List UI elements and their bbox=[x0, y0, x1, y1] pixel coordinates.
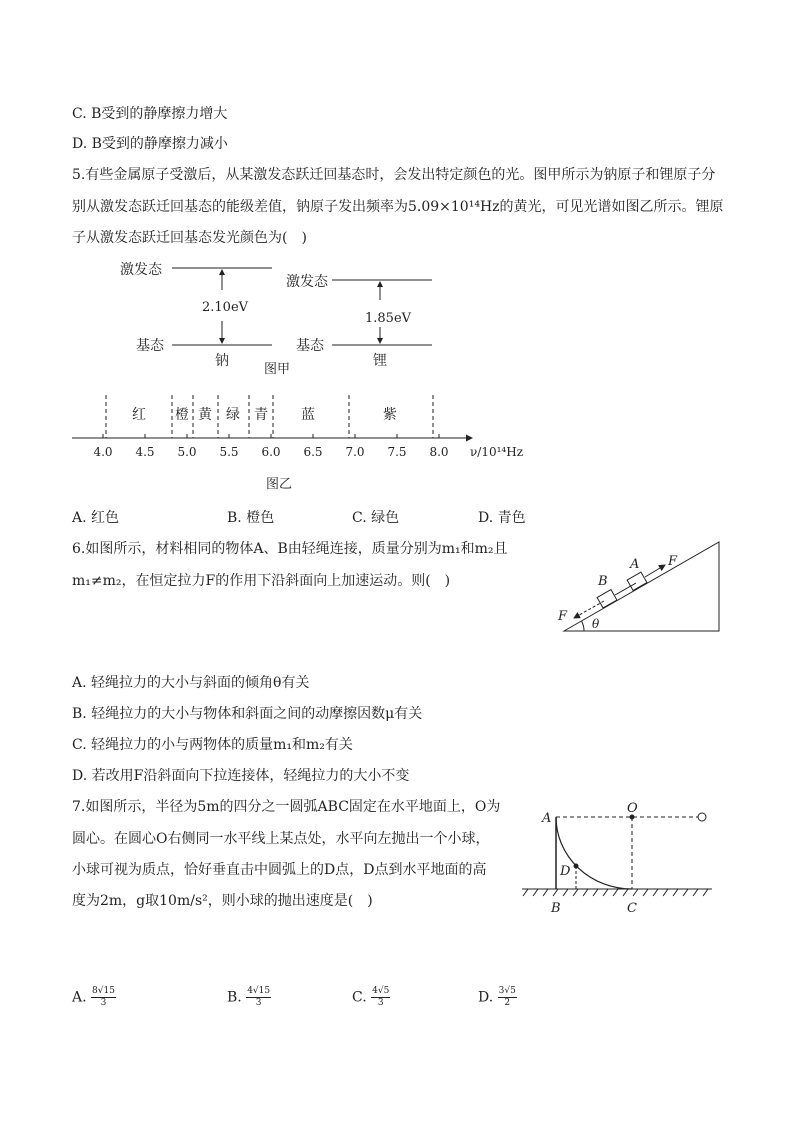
figure-incline bbox=[552, 538, 727, 636]
fraction: $\frac{4√15}{3}$ bbox=[247, 986, 271, 1008]
spectrum-tick: 5.5 bbox=[219, 445, 239, 459]
fraction: $\frac{8√15}{3}$ bbox=[92, 986, 115, 1008]
q6-option-a: A. 轻绳拉力的大小与斜面的倾角θ有关 bbox=[72, 675, 310, 691]
q7-option-b: B. $\frac{4√15}{3}$ bbox=[227, 986, 271, 1008]
q7-option-d: D. $\frac{3√5}{2}$ bbox=[478, 986, 516, 1008]
q7-stem-line2: 圆心。在圆心O右侧同一水平线上某点处，水平向左抛出一个小球， bbox=[72, 831, 490, 847]
q7-label-d: D bbox=[560, 864, 571, 879]
q6-option-c: C. 轻绳拉力的小与两物体的质量m₁和m₂有关 bbox=[72, 737, 353, 753]
spectrum-axis-label: ν/10¹⁴Hz bbox=[470, 445, 524, 459]
li-gap-value: 1.85eV bbox=[365, 311, 412, 326]
fraction: $\frac{3√5}{2}$ bbox=[498, 986, 516, 1008]
q5-stem-line1: 5.有些金属原子受激后，从某激发态跃迁回基态时，会发出特定颜色的光。图甲所示为钠原子和锂原子分 bbox=[72, 167, 716, 183]
spectrum-tick: 6.5 bbox=[303, 445, 323, 459]
na-gap-value: 2.10eV bbox=[202, 300, 249, 315]
fraction: $\frac{4√5}{3}$ bbox=[372, 986, 390, 1008]
q5-stem-line3: 子从激发态跃迁回基态发光颜色为( ) bbox=[72, 230, 307, 246]
q6-label-f-up: F bbox=[668, 554, 678, 569]
spectrum-tick: 6.0 bbox=[261, 445, 281, 459]
spectrum-color-violet: 紫 bbox=[383, 407, 397, 423]
na-name: 钠 bbox=[215, 353, 229, 369]
q7-label-a: A bbox=[542, 811, 552, 826]
na-ground-label: 基态 bbox=[136, 338, 164, 354]
q7-stem-line3: 小球可视为质点，恰好垂直击中圆弧上的D点，D点到水平地面的高 bbox=[72, 862, 487, 878]
spectrum-tick: 8.0 bbox=[429, 445, 449, 459]
q7-stem-line4: 度为2m，g取10m/s²，则小球的抛出速度是( ) bbox=[72, 893, 373, 909]
figure-spectrum bbox=[68, 390, 538, 500]
spectrum-tick: 5.0 bbox=[177, 445, 197, 459]
q6-label-b: B bbox=[598, 574, 608, 589]
na-excited-label: 激发态 bbox=[120, 262, 162, 278]
q7-label-c: C bbox=[627, 901, 637, 916]
q6-label-f-down: F bbox=[558, 609, 568, 624]
q6-option-b: B. 轻绳拉力的大小与物体和斜面之间的动摩擦因数μ有关 bbox=[72, 706, 423, 722]
spectrum-tick: 4.0 bbox=[93, 445, 113, 459]
spectrum-color-orange: 橙 bbox=[175, 407, 189, 423]
spectrum-tick: 7.0 bbox=[345, 445, 365, 459]
q7-option-c: C. $\frac{4√5}{3}$ bbox=[352, 986, 390, 1008]
q7-stem-line1: 7.如图所示，半径为5m的四分之一圆弧ABC固定在水平地面上，O为 bbox=[72, 799, 501, 815]
fig-jia-caption: 图甲 bbox=[264, 362, 291, 377]
q5-option-c: C. 绿色 bbox=[352, 510, 400, 526]
q6-stem-line1: 6.如图所示，材料相同的物体A、B由轻绳连接，质量分别为m₁和m₂且 bbox=[72, 541, 508, 557]
q4-option-c: C. B受到的静摩擦力增大 bbox=[72, 106, 228, 122]
q5-option-d: D. 青色 bbox=[478, 510, 526, 526]
q7-label-o: O bbox=[627, 801, 638, 816]
fig-yi-caption: 图乙 bbox=[266, 477, 293, 492]
spectrum-color-cyan: 青 bbox=[254, 407, 268, 423]
q6-label-theta: θ bbox=[592, 617, 600, 631]
spectrum-tick: 4.5 bbox=[135, 445, 155, 459]
q6-option-d: D. 若改用F沿斜面向下拉连接体，轻绳拉力的大小不变 bbox=[72, 768, 410, 784]
q4-option-d: D. B受到的静摩擦力减小 bbox=[72, 136, 228, 152]
spectrum-color-green: 绿 bbox=[226, 407, 240, 423]
q7-label-b: B bbox=[551, 901, 561, 916]
spectrum-color-yellow: 黄 bbox=[198, 407, 212, 423]
q7-option-a: A. $\frac{8√15}{3}$ bbox=[72, 986, 115, 1008]
figure-quarter-arc bbox=[520, 800, 720, 920]
figure-energy-levels bbox=[120, 255, 450, 380]
spectrum-color-red: 红 bbox=[132, 407, 146, 423]
q6-stem-line2: m₁≠m₂，在恒定拉力F的作用下沿斜面向上加速运动。则( ) bbox=[72, 573, 451, 589]
q5-option-a: A. 红色 bbox=[72, 510, 120, 526]
li-ground-label: 基态 bbox=[296, 338, 324, 354]
li-excited-label: 激发态 bbox=[286, 274, 328, 290]
q5-stem-line2: 别从激发态跃迁回基态的能级差值，钠原子发出频率为5.09×10¹⁴Hz的黄光，可见光谱如图乙所示。锂原 bbox=[72, 199, 724, 215]
spectrum-color-blue: 蓝 bbox=[301, 407, 315, 423]
li-name: 锂 bbox=[373, 353, 387, 369]
q6-label-a: A bbox=[630, 557, 640, 572]
spectrum-tick: 7.5 bbox=[387, 445, 407, 459]
q5-option-b: B. 橙色 bbox=[227, 510, 275, 526]
